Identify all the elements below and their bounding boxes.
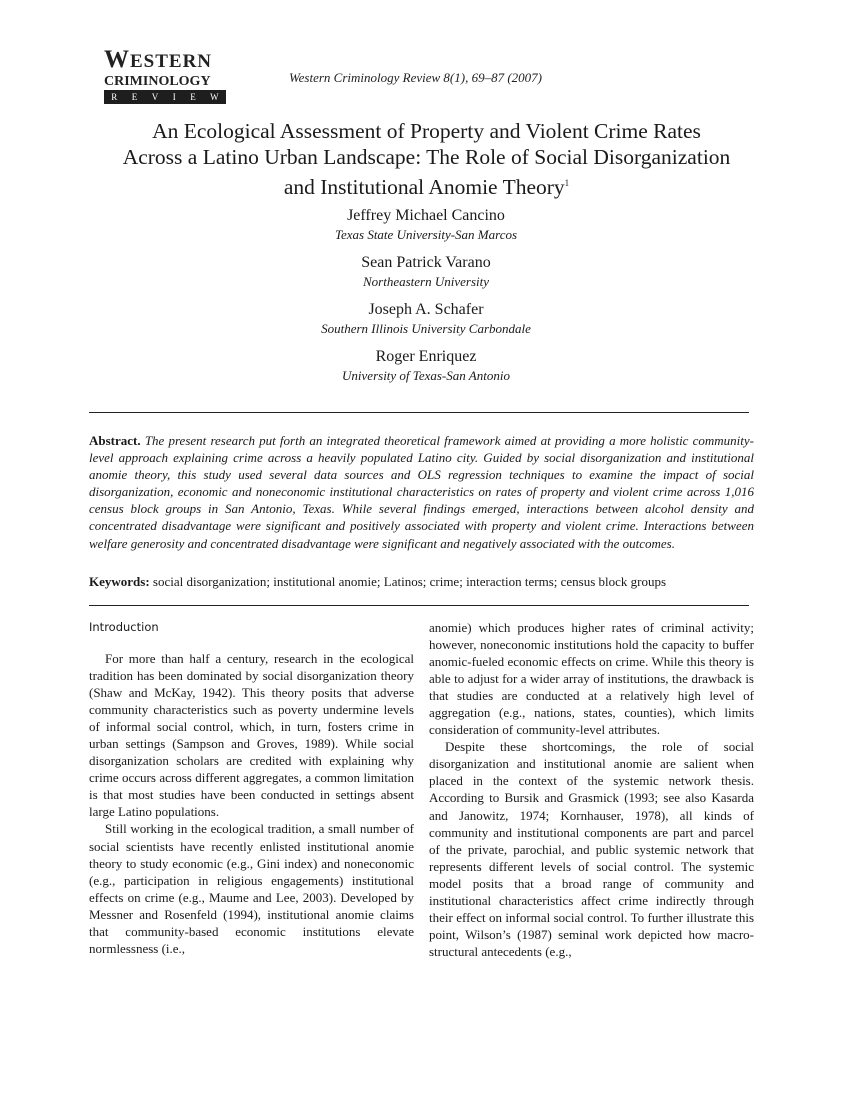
author-block bbox=[226, 347, 626, 384]
author-affiliation: Texas State University-San Marcos bbox=[334, 227, 518, 242]
body-paragraph: Still working in the ecological tradition, a small number of social scientists have recently enlisted institutional anomie theory to study economic (e.g., Gini index) and noneconomic (e.g., participation in religious engagements) institutional effects on crime (e.g., Maume and Lee, 2003). Developed by Messner and Rosenfeld (1994), institutional anomie claims that community-based economic institutions elevate normlessness (i.e., bbox=[89, 821, 414, 956]
author-block bbox=[226, 300, 626, 337]
author-affiliation: Southern Illinois University Carbondale bbox=[321, 321, 531, 336]
body-column-right bbox=[429, 619, 754, 960]
body-paragraph: For more than half a century, research in the ecological tradition has been dominated by social disorganization theory (Shaw and McKay, 1942). This theory posits that adverse community characteristics such as poverty undermine levels of informal social control, which, in turn, fosters crime in urban settings (Sampson and Groves, 1989). While social disorganization scholars are credited with explaining why crime occurs across different aggregates, a common limitation is that most studies have been conducted in settings absent large Latino populations. bbox=[89, 651, 414, 820]
divider-top bbox=[89, 412, 749, 413]
keywords-text: social disorganization; institutional anomie; Latinos; crime; interaction terms; census block groups bbox=[152, 574, 667, 589]
section-heading: Introduction bbox=[89, 620, 159, 634]
title-footnote-marker[interactable]: 1 bbox=[564, 178, 570, 188]
abstract-text: The present research put forth an integrated theoretical framework aimed at providing a more holistic community-level approach explaining crime across a heavily populated Latino city. Guided by social disorganization and institutional anomie theory, this study used several data sources and OLS regression techniques to examine the impact of social disorganization, economic and noneconomic institutional characteristics on rates of property and violent crime across 1,016 census block groups in San Antonio, Texas. While several findings emerged, interactions between alcohol density and concentrated disadvantage were significant and positively associated with property and violent crime. Interactions between welfare generosity and concentrated disadvantage were significant and negatively associated with the outcomes. bbox=[89, 433, 754, 551]
title-line-2: Across a Latino Urban Landscape: The Role of Social Disorganization bbox=[122, 145, 731, 169]
keywords bbox=[89, 573, 759, 590]
logo-wordmark-criminology: CRIMINOLOGY bbox=[104, 74, 211, 89]
author-name: Roger Enriquez bbox=[375, 348, 477, 365]
paper-title bbox=[40, 118, 813, 200]
author-name: Joseph A. Schafer bbox=[368, 301, 484, 318]
logo-wordmark-western: WESTERN bbox=[104, 46, 213, 73]
author-affiliation: Northeastern University bbox=[362, 274, 489, 289]
abstract-label: Abstract. bbox=[89, 433, 141, 448]
body-column-left bbox=[89, 619, 414, 957]
journal-logo bbox=[104, 48, 228, 104]
title-line-1: An Ecological Assessment of Property and Violent Crime Rates bbox=[152, 119, 701, 143]
logo-review-bar: R E V I E W bbox=[104, 90, 226, 104]
author-list bbox=[226, 206, 626, 394]
journal-citation: Western Criminology Review 8(1), 69–87 (2007) bbox=[289, 70, 542, 85]
title-line-3: and Institutional Anomie Theory$^1$ bbox=[283, 175, 570, 200]
body-paragraph: anomie) which produces higher rates of criminal activity; however, noneconomic institutions hold the capacity to buffer anomic-fueled economic effects on crime. While this theory is able to adjust for a wider array of institutions, the drawback is that studies are conducted at a relatively high level of aggregation (e.g., nations, states, counties), which limits consideration of community-level attributes. bbox=[429, 620, 754, 738]
author-affiliation: University of Texas-San Antonio bbox=[342, 368, 510, 383]
author-block bbox=[226, 206, 626, 243]
author-name: Jeffrey Michael Cancino bbox=[347, 207, 505, 224]
author-block bbox=[226, 253, 626, 290]
keywords-label: Keywords: bbox=[89, 574, 150, 589]
divider-bottom bbox=[89, 605, 749, 606]
abstract bbox=[89, 432, 754, 552]
body-paragraph: Despite these shortcomings, the role of social disorganization and institutional anomie are salient when placed in the context of the systemic network thesis. According to Bursik and Grasmick (1993; see also Kasarda and Janowitz, 1974; Kornhauser, 1978), all kinds of community and institutional components are part and parcel of the private, parochial, and public systemic network that represents different levels of social control. The systemic model posits that a broad range of community and institutional characteristics affect crime indirectly through their effect on informal social control. To further illustrate this point, Wilson’s (1987) seminal work depicted how macro-structural antecedents (e.g., bbox=[429, 739, 754, 959]
author-name: Sean Patrick Varano bbox=[361, 254, 491, 271]
